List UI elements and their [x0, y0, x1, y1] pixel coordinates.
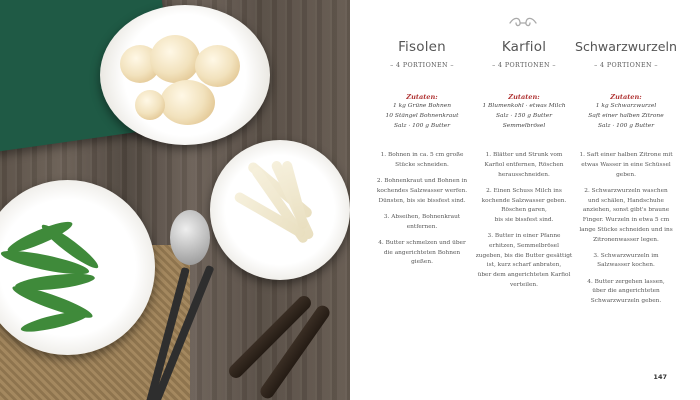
- ingredient-line: Salz · 100 g Butter: [393, 122, 451, 129]
- ingredient-line: 1 kg Schwarzwurzel: [595, 103, 657, 109]
- preparation-steps: [575, 151, 677, 306]
- step-line: entfernen.: [406, 223, 438, 230]
- step-line: 2. Schwarzwurzeln waschen: [584, 188, 668, 194]
- step-3: [575, 252, 677, 271]
- decorative-swirl-icon: [508, 16, 538, 30]
- step-line: erhitzen, Semmelbrösel: [489, 243, 559, 250]
- page-number: 147: [653, 373, 667, 381]
- step-line: 4. Butter schmelzen und über: [378, 239, 466, 246]
- cauliflower-floret: [135, 90, 165, 120]
- step-line: 4. Butter zergehen lassen,: [587, 278, 665, 285]
- cauliflower-floret: [160, 80, 215, 125]
- step-line: anziehen, sonst gibt's braune: [582, 207, 670, 214]
- recipe-title: Fisolen: [398, 39, 446, 55]
- recipe-column-schwarzwurzeln: [575, 36, 677, 313]
- step-line: herausschneiden.: [498, 171, 550, 178]
- step-line: 1. Bohnen in ca. 5 cm große: [380, 152, 464, 159]
- step-line: 2. Bohnenkraut und Bohnen in: [376, 178, 468, 185]
- recipe-column-fisolen: [371, 36, 473, 274]
- step-line: über dem angerichteten Karfiol: [477, 272, 571, 279]
- step-line: geben.: [616, 171, 636, 178]
- preparation-steps: [473, 151, 575, 290]
- step-4: [371, 239, 473, 268]
- salsify-plate: [210, 140, 350, 280]
- recipe-column-karfiol: [473, 36, 575, 297]
- ingredients-heading: Zutaten:: [406, 93, 438, 101]
- step-line: 3. Butter in einer Pfanne: [487, 233, 561, 240]
- step-line: Dünsten, bis sie bissfest sind.: [378, 197, 466, 204]
- step-3: [371, 213, 473, 232]
- ingredients-list: [371, 102, 473, 131]
- cauliflower-floret: [195, 45, 240, 87]
- ingredient-line: 1 Blumenkohl · etwas Milch: [482, 103, 566, 109]
- ingredient-line: Semmelbrösel: [502, 122, 546, 129]
- step-2: [371, 177, 473, 206]
- step-line: kochendes Salzwasser werfen.: [376, 188, 468, 194]
- step-line: Karfiol entfernen, Röschen: [484, 162, 564, 169]
- step-line: etwas Wasser in eine Schüssel: [581, 162, 671, 169]
- step-2: [473, 187, 575, 226]
- step-line: Finger. Wurzeln in etwa 5 cm: [582, 217, 670, 224]
- ingredients-list: [473, 102, 575, 131]
- ingredients-heading: Zutaten:: [508, 93, 540, 101]
- portions-label: – 4 PORTIONEN –: [594, 62, 658, 69]
- step-line: 1. Saft einer halben Zitrone mit: [579, 152, 673, 159]
- step-line: über die angerichteten: [592, 288, 660, 295]
- recipe-title: Karfiol: [501, 39, 547, 55]
- ingredients-heading: Zutaten:: [610, 93, 642, 101]
- step-line: 3. Schwarzwurzeln im: [593, 252, 659, 259]
- portions-label: – 4 PORTIONEN –: [390, 62, 454, 69]
- green-bean: [20, 306, 91, 337]
- step-line: lange Stücke schneiden und ins: [579, 226, 673, 233]
- step-1: [371, 151, 473, 170]
- step-2: [575, 187, 677, 245]
- step-line: die angerichteten Bohnen: [383, 249, 461, 256]
- step-line: Zitronenwasser legen.: [593, 236, 659, 243]
- cauliflower-plate: [100, 5, 270, 145]
- step-line: 1. Blätter und Strunk vom: [485, 152, 563, 159]
- step-line: Röschen garen,: [501, 207, 547, 214]
- ingredient-line: 10 Stängel Bohnenkraut: [385, 112, 459, 119]
- ingredient-line: Saft einer halben Zitrone: [588, 112, 664, 119]
- ingredient-line: Salz · 150 g Butter: [495, 112, 553, 119]
- step-line: 2. Einen Schuss Milch ins: [486, 188, 562, 194]
- step-line: ist, kurz scharf anbraten,: [486, 262, 562, 269]
- step-4: [575, 278, 677, 307]
- step-line: zugeben, bis die Butter gesättigt: [475, 252, 573, 259]
- step-line: Schwarzwurzeln geben.: [590, 298, 662, 305]
- step-line: bis sie bissfest sind.: [494, 217, 554, 224]
- step-line: und schälen, Handschuhe: [588, 197, 664, 204]
- portions-label: – 4 PORTIONEN –: [492, 62, 556, 69]
- step-3: [473, 232, 575, 290]
- ingredient-line: Salz · 100 g Butter: [597, 122, 655, 129]
- step-line: Stücke schneiden.: [395, 162, 449, 169]
- step-1: [575, 151, 677, 180]
- step-line: 3. Abseihen, Bohnenkraut: [383, 213, 461, 220]
- step-line: gießen.: [411, 259, 433, 266]
- serving-spoon: [170, 210, 210, 265]
- preparation-steps: [371, 151, 473, 268]
- step-line: Salzwasser kochen.: [597, 262, 655, 269]
- step-line: verteilen.: [510, 281, 538, 288]
- ingredient-line: 1 kg Grüne Bohnen: [392, 103, 452, 109]
- step-1: [473, 151, 575, 180]
- cauliflower-floret: [150, 35, 200, 83]
- step-line: kochende Salzwasser geben.: [481, 197, 567, 204]
- ingredients-list: [575, 102, 677, 131]
- recipe-title: Schwarzwurzeln: [575, 39, 678, 54]
